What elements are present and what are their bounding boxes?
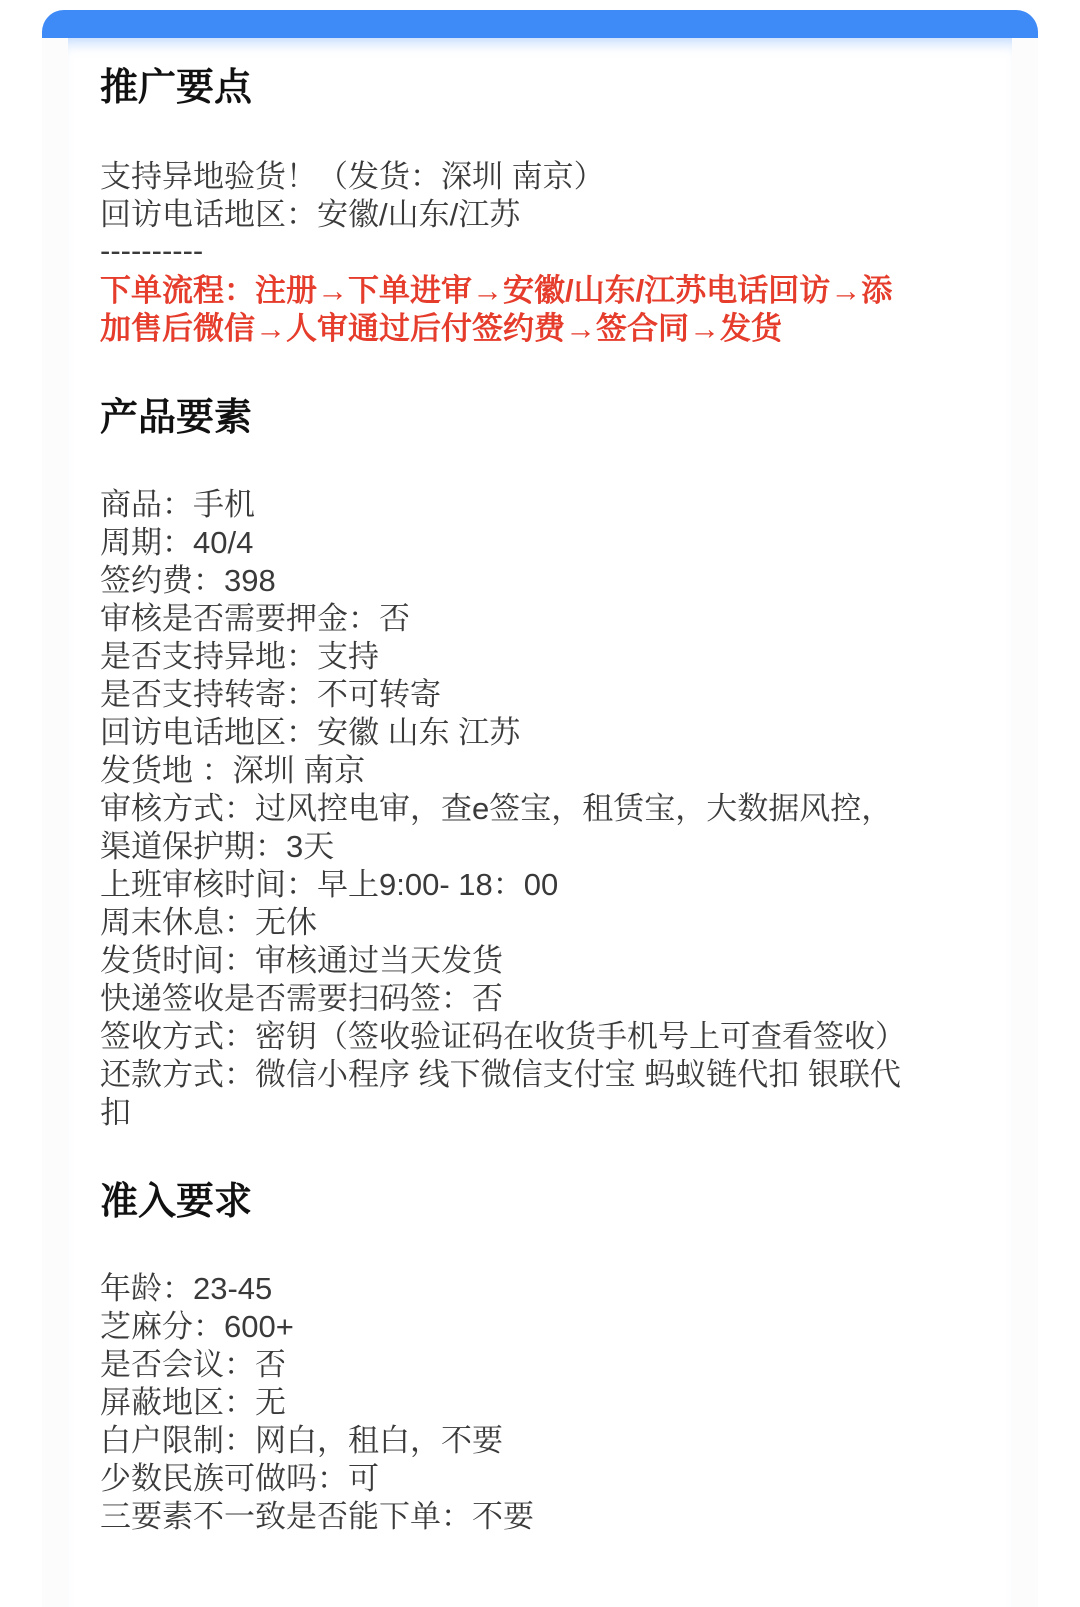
product-line: 是否支持转寄：不可转寄 <box>100 677 441 712</box>
product-line: 周期：40/4 <box>100 525 254 560</box>
product-line: 发货时间：审核通过当天发货 <box>100 943 503 978</box>
order-flow-line: 下单流程：注册→下单进审→安徽/山东/江苏电话回访→添 <box>100 273 893 308</box>
product-line: 是否支持异地：支持 <box>100 639 379 674</box>
product-line: 回访电话地区：安徽 山东 江苏 <box>100 715 521 750</box>
product-line: 审核方式：过风控电审，查e签宝，租赁宝，大数据风控， <box>100 791 893 826</box>
product-line: 渠道保护期：3天 <box>100 829 335 864</box>
admission-line: 三要素不一致是否能下单：不要 <box>100 1499 534 1534</box>
product-line: 发货地 ：深圳 南京 <box>100 753 366 788</box>
admission-line: 是否会议：否 <box>100 1347 286 1382</box>
admission-line: 屏蔽地区：无 <box>100 1385 286 1420</box>
divider-dashes: ---------- <box>100 233 204 268</box>
section-title-promo: 推广要点 <box>100 67 253 109</box>
product-line: 签收方式：密钥（签收验证码在收货手机号上可查看签收） <box>100 1019 906 1054</box>
product-line: 商品：手机 <box>100 487 255 522</box>
admission-line: 芝麻分：600+ <box>100 1309 294 1344</box>
section-title-product: 产品要素 <box>100 397 253 439</box>
admission-line: 年龄：23-45 <box>100 1271 273 1306</box>
section-title-admission: 准入要求 <box>100 1181 253 1223</box>
order-flow-line: 加售后微信→人审通过后付签约费→签合同→发货 <box>100 311 782 346</box>
product-line: 周末休息：无休 <box>100 905 317 940</box>
product-line: 快递签收是否需要扫码签：否 <box>100 981 503 1016</box>
product-line: 签约费：398 <box>100 563 276 598</box>
promo-line: 回访电话地区：安徽/山东/江苏 <box>100 197 521 232</box>
admission-line: 少数民族可做吗：可 <box>100 1461 379 1496</box>
product-line: 审核是否需要押金：否 <box>100 601 410 636</box>
product-line: 扣 <box>100 1095 131 1130</box>
admission-line: 白户限制：网白，租白，不要 <box>100 1423 503 1458</box>
product-line: 还款方式：微信小程序 线下微信支付宝 蚂蚁链代扣 银联代 <box>100 1057 901 1092</box>
product-line: 上班审核时间：早上9:00- 18：00 <box>100 867 559 902</box>
promo-line: 支持异地验货！（发货：深圳 南京） <box>100 159 605 194</box>
